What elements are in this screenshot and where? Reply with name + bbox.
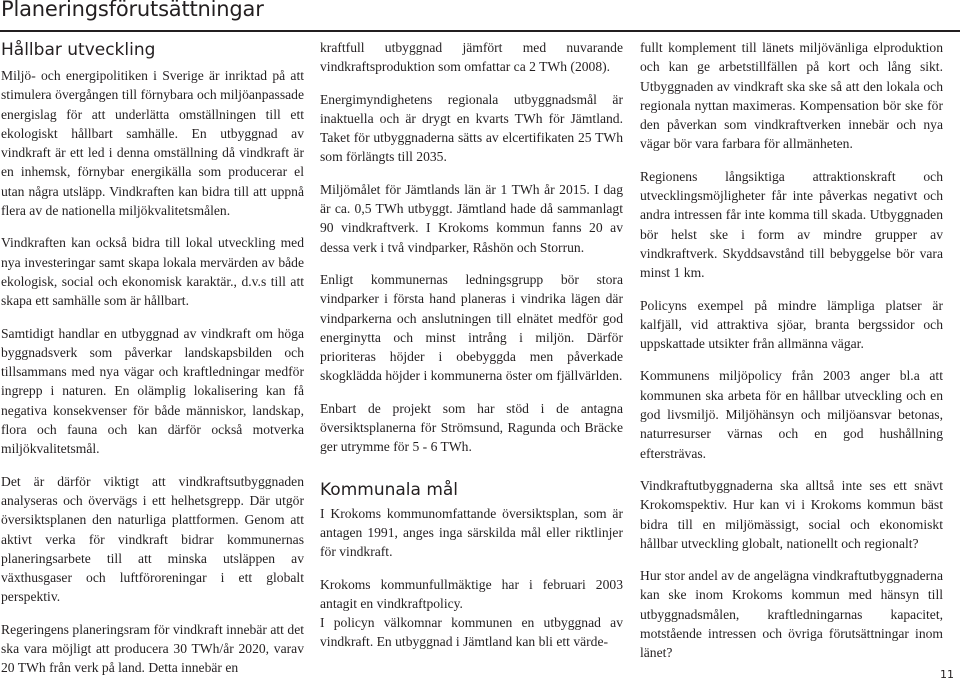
page-number: 11 <box>940 668 954 681</box>
paragraph: Vindkraften kan också bidra till lokal utveckling med nya investeringar samt skapa lokala mervärden av både ekologisk, social och ekonomisk karaktär., d.v.s till att skapa ett samhälle som är hållbart. <box>1 235 304 309</box>
paragraph: kraftfull utbyggnad jämfört med nuvarande vindkraftsproduktion som omfattar ca 2 TWh (2008). <box>320 40 623 75</box>
paragraph: I policyn välkomnar kommunen en utbyggnad av vindkraft. En utbyggnad i Jämtland kan bli ett värde- <box>320 615 623 650</box>
paragraph: Vindkraftutbyggnaderna ska alltså inte ses ett snävt Krokomspektiv. Hur kan vi i Krokoms kommun bäst bidra till en miljömässigt, social och ekonomiskt hållbar utveckling globalt, nationellt och regionalt? <box>640 477 943 551</box>
column-2 <box>320 38 623 652</box>
paragraph: Hur stor andel av de angelägna vindkraftutbyggnaderna kan ske inom Krokoms kommun med hänsyn till utbyggnadsmålen, kraftledningarnas kapacitet, motstående intressen och övriga förutsättningar inom länet? <box>640 568 943 661</box>
paragraph: Regeringens planeringsram för vindkraft innebär att det ska vara möjligt att producera 30 TWh/år 2020, varav 20 TWh från verk på land. Detta innebär en <box>1 621 304 676</box>
paragraph: I Krokoms kommunomfattande översiktsplan, som är antagen 1991, anges inga särskilda mål eller riktlinjer för vindkraft. <box>320 505 623 560</box>
page-title: Planeringsförutsättningar <box>1 0 264 21</box>
paragraph: Enligt kommunernas ledningsgrupp bör stora vindparker i första hand planeras i vindrika lägen där vindparkerna och anslutningen till elnätet medför god energinytta och minst intrång i miljön. Därför prioriteras höjder i obebyggda men påverkade skogklädda höjder i kommunerna öster om fjällvärlden. <box>320 271 623 384</box>
paragraph: Det är därför viktigt att vindkraftsutbyggnaden analyseras och övervägs i ett helhetsgrepp. Där utgör översiktsplanen den naturliga plattformen. Genom att aktivt verka för vindkraft bidrar kommunernas planeringsarbete till att minska utsläppen av växthusgaser och luftföroreningar i ett globalt perspektiv. <box>1 473 304 605</box>
paragraph: Krokoms kommunfullmäktige har i februari 2003 antagit en vindkraftpolicy. <box>320 576 623 611</box>
paragraph: Samtidigt handlar en utbyggnad av vindkraft om höga byggnadsverk som påverkar landskapsbilden och tillsammans med nya vägar och kraftledningar medför ingrepp i naturen. En olämplig lokalisering kan få negativa konsekvenser för både människor, landskap, flora och fauna och kan därför också motverka miljökvalitetsmål. <box>1 325 304 457</box>
paragraph: Energimyndighetens regionala utbyggnadsmål är inaktuella och är drygt en kvarts TWh för Jämtland. Taket för utbyggnaderna sätts av elcertifikaten 25 TWh som förlängts till 2035. <box>320 91 623 165</box>
paragraph: Enbart de projekt som har stöd i de antagna översiktsplanerna för Strömsund, Ragunda och Bräcke ger utrymme för 5 - 6 TWh. <box>320 400 623 455</box>
section-heading-kommunala-mal: Kommunala mål <box>320 479 459 500</box>
paragraph: Regionens långsiktiga attraktionskraft och utvecklingsmöjligheter får inte påverkas negativt och andra intressen får inte komma till skada. Utbyggnaden bör helst ske i form av mindre grupper av vindkraftverk. Skyddsavstånd till bebyggelse bör vara minst 1 km. <box>640 168 943 281</box>
paragraph: Miljö- och energipolitiken i Sverige är inriktad på att stimulera övergången till förnybara och miljöanpassade energislag för att underlätta omställningen till ett ekologiskt hållbart samhälle. En utbyggnad av vindkraft är ett led i denna omställning då vindkraft är en inhemsk, förnybar energikälla som producerar el utan några utsläpp. Vindkraften kan bidra till att uppnå flera av de nationella miljökvalitetsmålen. <box>1 68 304 219</box>
title-divider <box>0 30 960 32</box>
paragraph: Miljömålet för Jämtlands län är 1 TWh år 2015. I dag är ca. 0,5 TWh utbyggt. Jämtland hade då sammanlagt 90 vindkraftverk. I Krokoms kommun fanns 20 av dessa verk i två vindparker, Råshön och Storrun. <box>320 181 623 255</box>
column-1 <box>1 38 304 678</box>
column-3 <box>640 38 943 663</box>
paragraph: fullt komplement till länets miljövänliga elproduktion och kan ge arbetstillfällen på kort och lång sikt. Utbyggnaden av vindkraft ska ske så att den lokala och regionala nyttan maximeras. Kompensation bör ske för den påverkan som vindkraftverken innebär och nya vägar bör vara farbara för allmänheten. <box>640 40 943 152</box>
paragraph: Policyns exempel på mindre lämpliga platser är kalfjäll, vid attraktiva sjöar, branta bergssidor och uppskattade utsikter från allmänna vägar. <box>640 297 943 352</box>
spacer <box>320 470 623 478</box>
paragraph: Kommunens miljöpolicy från 2003 anger bl.a att kommunen ska arbeta för en hållbar utveckling och en god livsmiljö. Miljöhänsyn och miljöansvar betonas, naturresurser värnas och en god hushållning eftersträvas. <box>640 368 943 461</box>
section-heading-hallbar-utveckling: Hållbar utveckling <box>1 40 156 60</box>
